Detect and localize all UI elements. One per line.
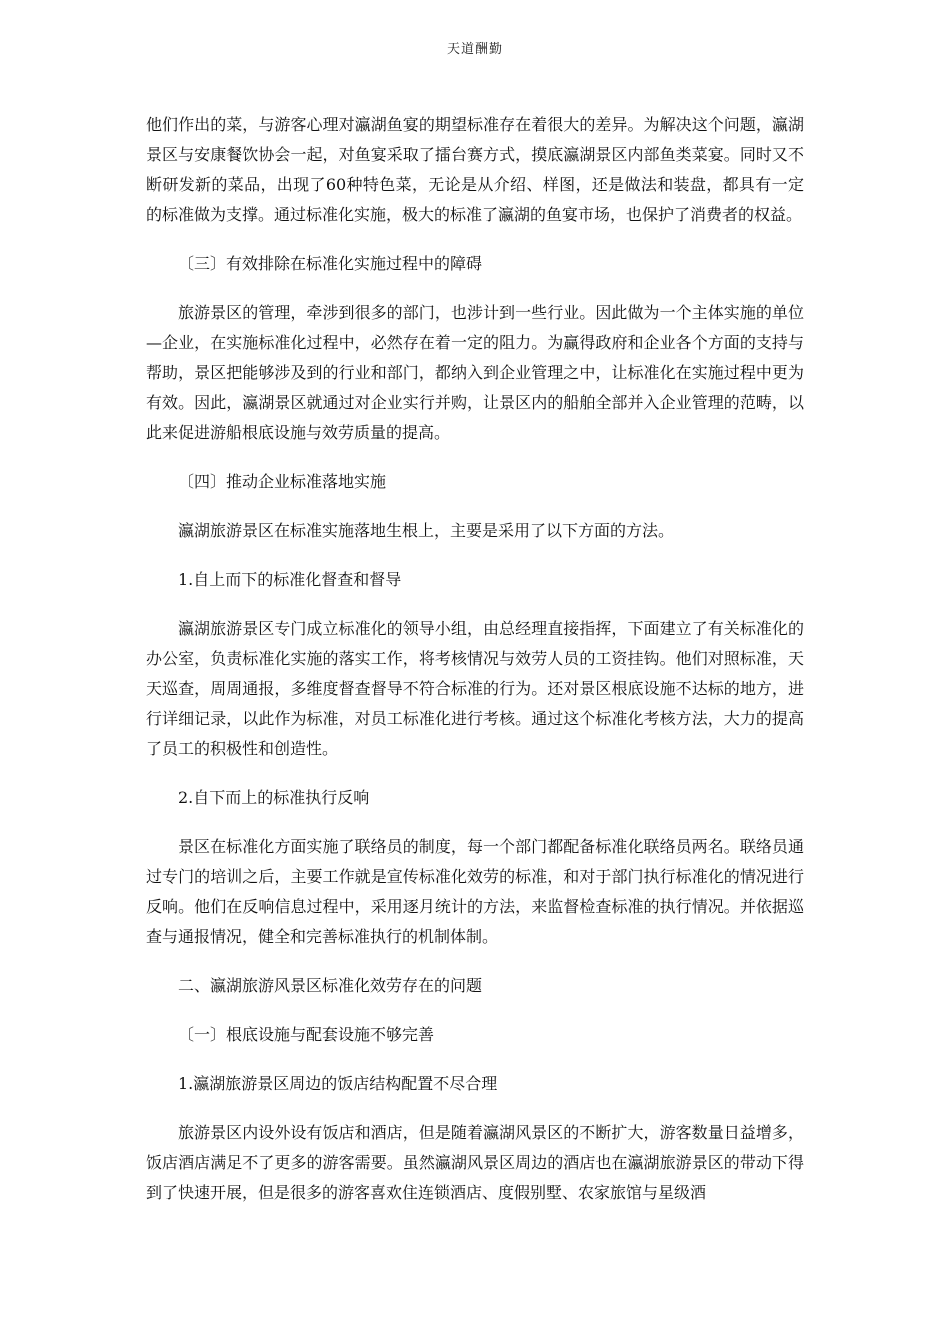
paragraph: 他们作出的菜，与游客心理对瀛湖鱼宴的期望标准存在着很大的差异。为解决这个问题，瀛湖景区与安康餐饮协会一起，对鱼宴采取了擂台赛方式，摸底瀛湖景区内部鱼类菜宴。同时又不断研发新的菜品，出现了60种特色菜，无论是从介绍、样图，还是做法和装盘，都具有一定的标准做为支撑。通过标准化实施，极大的标准了瀛湖的鱼宴市场，也保护了消费者的权益。: [146, 115, 804, 224]
paragraph: 瀛湖旅游景区在标准实施落地生根上，主要是采用了以下方面的方法。: [178, 521, 675, 540]
page-header: 天道酬勤: [446, 42, 503, 57]
paragraph: 旅游景区内设外设有饭店和酒店，但是随着瀛湖风景区的不断扩大，游客数量日益增多，饭店酒店满足不了更多的游客需要。虽然瀛湖风景区周边的酒店也在瀛湖旅游景区的带动下得到了快速开展，但是很多的游客喜欢住连锁酒店、度假别墅、农家旅馆与星级酒: [146, 1123, 804, 1202]
subsection-heading: 1.瀛湖旅游景区周边的饭店结构配置不尽合理: [178, 1074, 498, 1093]
document-body: [146, 110, 804, 1227]
section-heading: 〔三〕有效排除在标准化实施过程中的障碍: [178, 254, 483, 273]
chapter-heading: 二、瀛湖旅游风景区标准化效劳存在的问题: [178, 976, 483, 995]
subsection-heading: 1.自上而下的标准化督查和督导: [178, 570, 402, 589]
section-heading: 〔一〕根底设施与配套设施不够完善: [178, 1025, 435, 1044]
paragraph: 瀛湖旅游景区专门成立标准化的领导小组，由总经理直接指挥，下面建立了有关标准化的办公室，负责标准化实施的落实工作，将考核情况与效劳人员的工资挂钩。他们对照标准，天天巡查，周周通报，多维度督查督导不符合标准的行为。还对景区根底设施不达标的地方，进行详细记录，以此作为标准，对员工标准化进行考核。通过这个标准化考核方法，大力的提高了员工的积极性和创造性。: [146, 619, 804, 758]
paragraph: 旅游景区的管理，牵涉到很多的部门，也涉计到一些行业。因此做为一个主体实施的单位—企业，在实施标准化过程中，必然存在着一定的阻力。为赢得政府和企业各个方面的支持与帮助，景区把能够涉及到的行业和部门，都纳入到企业管理之中，让标准化在实施过程中更为有效。因此，瀛湖景区就通过对企业实行并购，让景区内的船舶全部并入企业管理的范畴，以此来促进游船根底设施与效劳质量的提高。: [146, 303, 804, 442]
paragraph: 景区在标准化方面实施了联络员的制度，每一个部门都配备标准化联络员两名。联络员通过专门的培训之后，主要工作就是宣传标准化效劳的标准，和对于部门执行标准化的情况进行反响。他们在反响信息过程中，采用逐月统计的方法，来监督检查标准的执行情况。并依据巡查与通报情况，健全和完善标准执行的机制体制。: [146, 837, 804, 946]
subsection-heading: 2.自下而上的标准执行反响: [178, 788, 370, 807]
section-heading: 〔四〕推动企业标准落地实施: [178, 472, 387, 491]
